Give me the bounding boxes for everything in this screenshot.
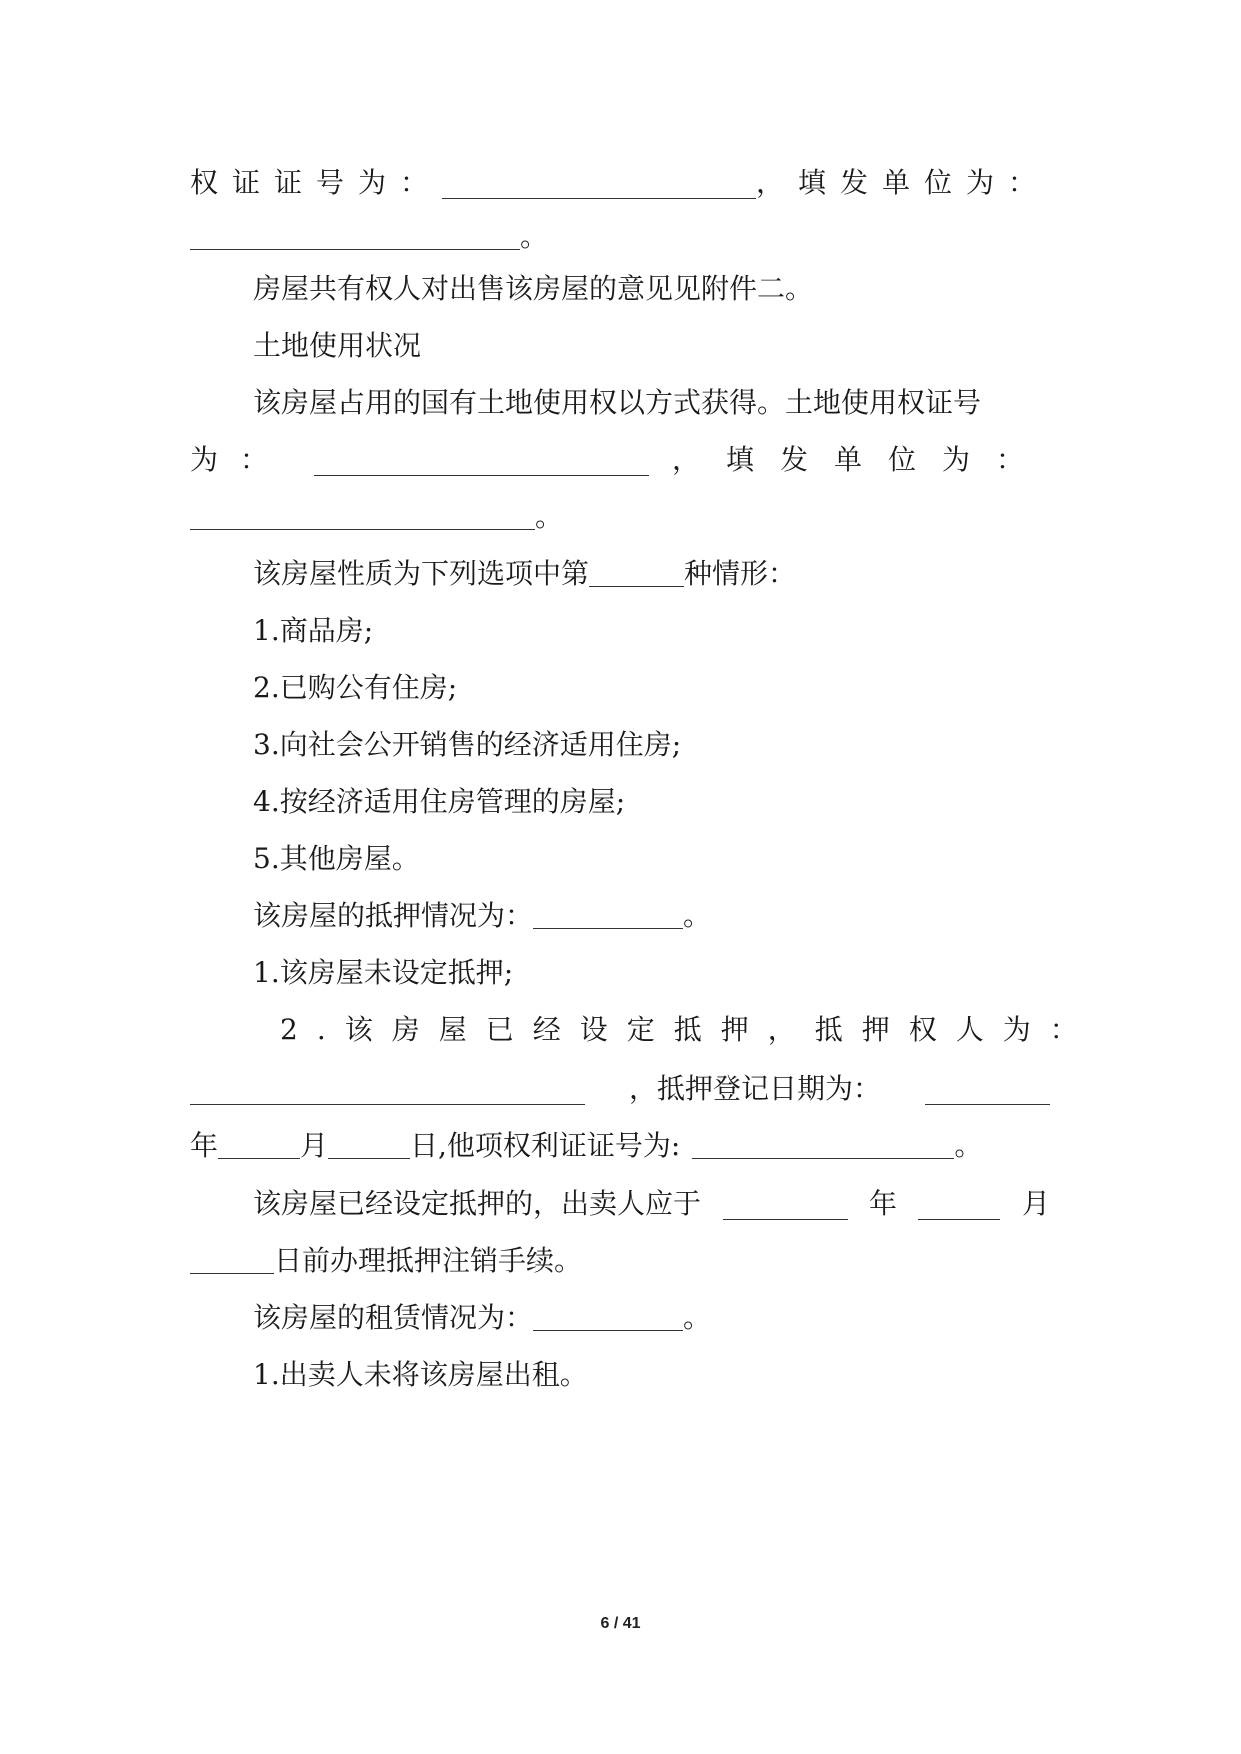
page-number: 6 / 41 [600, 1615, 641, 1632]
text-line-6 [190, 437, 1050, 483]
property-cert-blank[interactable] [442, 168, 756, 199]
land-cert-label: 为： [190, 443, 291, 476]
land-cert-blank[interactable] [314, 445, 649, 476]
text-line-11: 3.向社会公开销售的经济适用住房; [253, 728, 682, 761]
text-line-17: ，抵押登记日期为： [190, 1066, 1050, 1112]
house-type-blank[interactable] [589, 556, 684, 587]
text-line-14: 该房屋的抵押情况为： 。 [253, 899, 712, 932]
mortgage-status-blank[interactable] [533, 898, 683, 929]
issuer-label: ，填发单位为： [755, 166, 1050, 199]
mortgage-date-day-blank[interactable] [328, 1128, 410, 1159]
text-line-10: 2.已购公有住房; [253, 671, 458, 704]
text-line-20: 日前办理抵押注销手续。 [190, 1238, 1050, 1284]
text-line-15: 1.该房屋未设定抵押; [253, 956, 514, 989]
text-line-9: 1.商品房; [253, 614, 374, 647]
text-line-13: 5.其他房屋。 [253, 842, 420, 875]
mortgage-date-year-blank[interactable] [925, 1074, 1050, 1105]
text-line-4: 土地使用状况 [253, 329, 422, 362]
lease-status-blank[interactable] [533, 1300, 683, 1331]
text-line-19: 该房屋已经设定抵押的，出卖人应于 年 月 [253, 1187, 1050, 1220]
property-cert-label: 权证证号为： [190, 166, 443, 199]
text-line-8: 该房屋性质为下列选项中第 种情形： [253, 557, 797, 590]
issuer-blank[interactable] [190, 219, 520, 250]
text-line-1 [190, 160, 1050, 206]
text-line-18: 年 月 日,他项权利证证号为: 。 [190, 1129, 983, 1162]
text-line-12: 4.按经济适用住房管理的房屋; [253, 785, 626, 818]
cancel-month-blank[interactable] [918, 1189, 1000, 1220]
mortgage-date-month-blank[interactable] [218, 1128, 300, 1159]
text-line-7: 。 [190, 494, 1050, 540]
mortgagee-blank[interactable] [190, 1074, 585, 1105]
land-issuer-label: ，填发单位为： [671, 443, 1050, 476]
other-rights-cert-blank[interactable] [692, 1128, 954, 1159]
text-line-16: 2.该房屋已经设定抵押，抵押权人为： [280, 1013, 1097, 1046]
text-line-3: 房屋共有权人对出售该房屋的意见见附件二。 [253, 272, 814, 305]
cancel-year-blank[interactable] [723, 1189, 848, 1220]
text-line-5: 该房屋占用的国有土地使用权以方式获得。土地使用权证号 [253, 386, 982, 419]
cancel-day-blank[interactable] [190, 1243, 274, 1274]
land-issuer-blank[interactable] [190, 499, 535, 530]
text-line-22: 1.出卖人未将该房屋出租。 [253, 1358, 588, 1391]
text-line-21: 该房屋的租赁情况为： 。 [253, 1301, 712, 1334]
text-line-2: 。 [190, 214, 1050, 260]
